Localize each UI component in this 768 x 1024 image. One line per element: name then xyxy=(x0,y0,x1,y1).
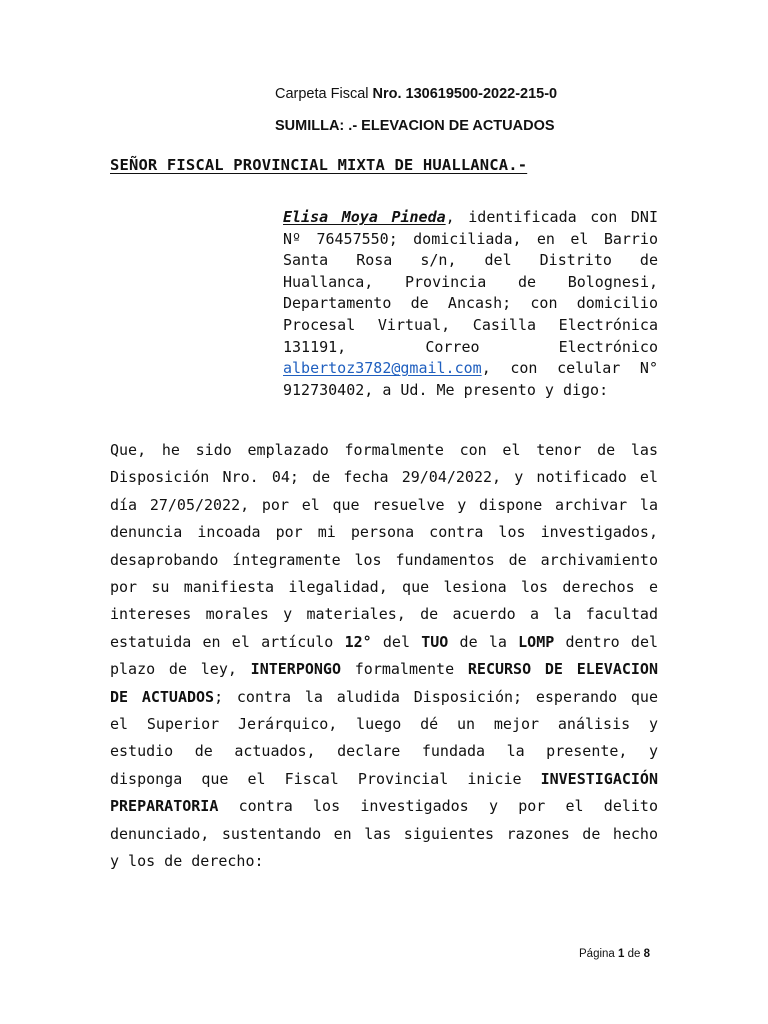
body-line: por su manifiesta ilegalidad, que lesiona los derechos e xyxy=(110,578,658,597)
intro-line: Procesal Virtual, Casilla Electrónica xyxy=(283,315,658,334)
body-line: desaprobando íntegramente los fundamentos de archivamiento xyxy=(110,550,658,569)
body-line: intereses morales y materiales, de acuerdo a la facultad xyxy=(110,605,658,624)
body-line: día 27/05/2022, por el que resuelve y dispone archivar la xyxy=(110,495,658,514)
body-line: denunciado, sustentando en las siguientes razones de hecho xyxy=(110,824,658,843)
addressee-text: SEÑOR FISCAL PROVINCIAL MIXTA DE HUALLANCA.- xyxy=(110,156,528,174)
case-file-line xyxy=(275,86,557,102)
sumilla-line: SUMILLA: .- ELEVACION DE ACTUADOS xyxy=(275,118,555,134)
body-line: denuncia incoada por mi persona contra los investigados, xyxy=(110,523,658,542)
petitioner-name: Elisa Moya Pineda xyxy=(283,208,446,226)
body-line: Que, he sido emplazado formalmente con el tenor de las xyxy=(110,441,658,459)
actuados-term: DE ACTUADOS xyxy=(110,687,215,706)
interpongo-term: INTERPONGO xyxy=(250,660,341,679)
intro-line: Nº 76457550; domiciliada, en el Barrio xyxy=(283,229,658,248)
page-label: Página xyxy=(579,948,619,960)
body-line: el Superior Jerárquico, luego dé un mejor análisis y xyxy=(110,715,658,734)
intro-line: 912730402, a Ud. Me presento y digo: xyxy=(283,380,609,399)
lomp-term: LOMP xyxy=(518,632,555,651)
body-line: disponga que el Fiscal Provincial inicie INVESTIGACIÓN xyxy=(110,769,658,788)
preparatoria-term: PREPARATORIA xyxy=(110,797,219,816)
body-line: PREPARATORIA contra los investigados y por el delito xyxy=(110,797,658,816)
intro-line: Huallanca, Provincia de Bolognesi, xyxy=(283,272,658,291)
total-pages-number: 8 xyxy=(643,948,651,960)
body-line: estatuida en el artículo 12° del TUO de la LOMP dentro del xyxy=(110,632,659,651)
investigacion-term: INVESTIGACIÓN xyxy=(540,769,658,788)
recurso-term: RECURSO DE ELEVACION xyxy=(467,660,658,679)
body-line: y los de derecho: xyxy=(110,852,264,871)
intro-line: Elisa Moya Pineda, identificada con DNI xyxy=(283,208,658,226)
intro-line: Santa Rosa s/n, del Distrito de xyxy=(283,251,658,270)
email-link[interactable]: albertoz3782@gmail.com xyxy=(283,359,482,378)
of-label: de xyxy=(624,948,644,960)
article-number: 12° xyxy=(344,632,372,651)
body-line: Disposición Nro. 04; de fecha 29/04/2022, y notificado el xyxy=(110,468,658,487)
tuo-term: TUO xyxy=(421,632,449,651)
intro-line: 131191, Correo Electrónico xyxy=(283,337,658,356)
case-number: Nro. 130619500-2022-215-0 xyxy=(372,86,558,102)
intro-line: albertoz3782@gmail.com, con celular N° xyxy=(283,359,658,378)
body-line: estudio de actuados, declare fundada la presente, y xyxy=(110,742,658,761)
intro-line: Departamento de Ancash; con domicilio xyxy=(283,294,658,313)
intro-paragraph xyxy=(283,207,658,401)
case-prefix: Carpeta Fiscal xyxy=(275,86,373,102)
current-page-number: 1 xyxy=(618,948,625,960)
page-footer xyxy=(579,948,650,960)
addressee-heading xyxy=(110,156,527,174)
body-line: DE ACTUADOS; contra la aludida Disposición; esperando que xyxy=(110,687,658,706)
body-line: plazo de ley, INTERPONGO formalmente RECURSO DE ELEVACION xyxy=(110,660,658,679)
body-paragraph xyxy=(110,437,658,876)
